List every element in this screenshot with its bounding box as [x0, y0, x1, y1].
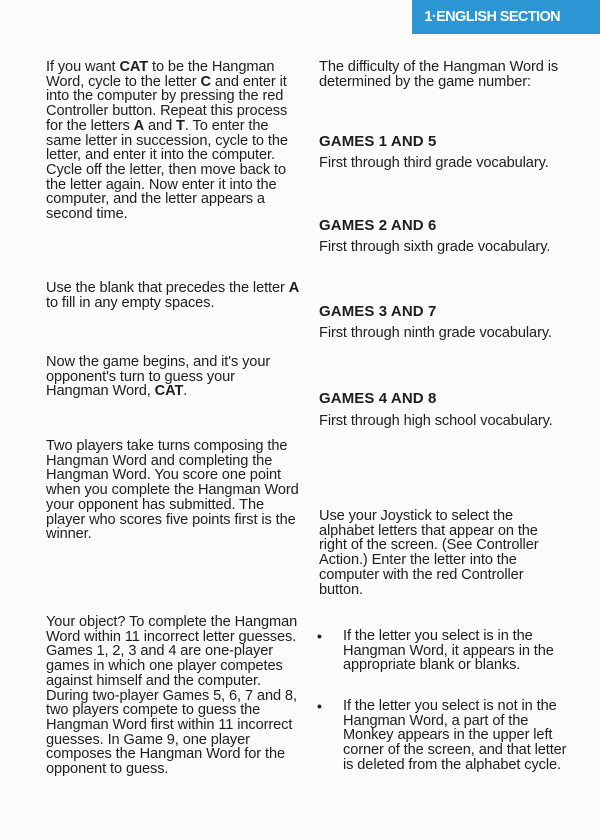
section-title: 1·ENGLISH SECTION [424, 9, 560, 25]
bold-term: A [133, 117, 145, 134]
text-run: and enter it into the computer by pressing the red Controller button. Repeat this process for the letters [46, 73, 288, 134]
bullet-letter-not-in-word: If the letter you select is not in the Hangman Word, a part of the Monkey appears in the upper left corner of the screen, and that letter is deleted from the alphabet cycle. [343, 698, 567, 773]
text-run: If you want [46, 59, 120, 75]
paragraph-game-begins [46, 355, 300, 399]
heading-games-2-6: GAMES 2 AND 6 [319, 217, 437, 234]
text-run: Use the blank that precedes the letter [46, 280, 289, 296]
games-3-7-description: First through ninth grade vocabulary. [319, 325, 552, 341]
text-run: to be the Hangman Word, cycle to the letter [46, 59, 275, 90]
text-run: . To enter the same letter in succession, cycle to the letter, and enter it into the computer. Cycle off the letter, then move back to the letter again. Now enter it into the computer, and the letter appears a second time. [46, 117, 288, 223]
bold-term: C [200, 73, 211, 90]
bold-term: T [176, 117, 185, 134]
bold-term: CAT [119, 59, 149, 75]
bullet-marker: • [317, 698, 322, 714]
heading-games-1-5: GAMES 1 AND 5 [319, 133, 437, 150]
heading-games-4-8: GAMES 4 AND 8 [319, 390, 437, 407]
text-run: and [144, 117, 177, 134]
text-run: Now the game begins, and it's your opponent's turn to guess your Hangman Word, [46, 354, 271, 400]
paragraph-enter-word [46, 60, 300, 222]
bullet-marker: • [317, 628, 322, 644]
text-run: . [183, 383, 188, 400]
bold-term: CAT [154, 383, 184, 400]
paragraph-blank [46, 281, 300, 310]
paragraph-difficulty: The difficulty of the Hangman Word is determined by the game number: [319, 59, 559, 90]
paragraph-objective: Your object? To complete the Hangman Word within 11 incorrect letter guesses. Games 1, 2, 3 and 4 are one-player games in which one player competes against himself and the computer. During two-player Games 5, 6, 7 and 8, two players compete to guess the Hangman Word first within 11 incorrect guesses. In Game 9, one player composes the Hangman Word for the opponent to guess. [46, 614, 298, 778]
bold-term: A [288, 280, 300, 296]
paragraph-scoring: Two players take turns composing the Hangman Word and completing the Hangman Word. You score one point when you complete the Hangman Word your opponent has submitted. The player who scores five points first is the winner. [46, 438, 299, 543]
games-4-8-description: First through high school vocabulary. [319, 413, 553, 429]
games-2-6-description: First through sixth grade vocabulary. [319, 239, 551, 255]
heading-games-3-7: GAMES 3 AND 7 [319, 303, 437, 320]
games-1-5-description: First through third grade vocabulary. [319, 155, 549, 171]
section-header-bar [412, 0, 600, 34]
paragraph-joystick: Use your Joystick to select the alphabet letters that appear on the right of the screen. (See Controller Action.) Enter the letter into the computer with the red Controller button. [319, 508, 539, 598]
text-run: to fill in any empty spaces. [46, 294, 215, 311]
bullet-letter-in-word: If the letter you select is in the Hangman Word, it appears in the appropriate blank or blanks. [343, 628, 554, 674]
